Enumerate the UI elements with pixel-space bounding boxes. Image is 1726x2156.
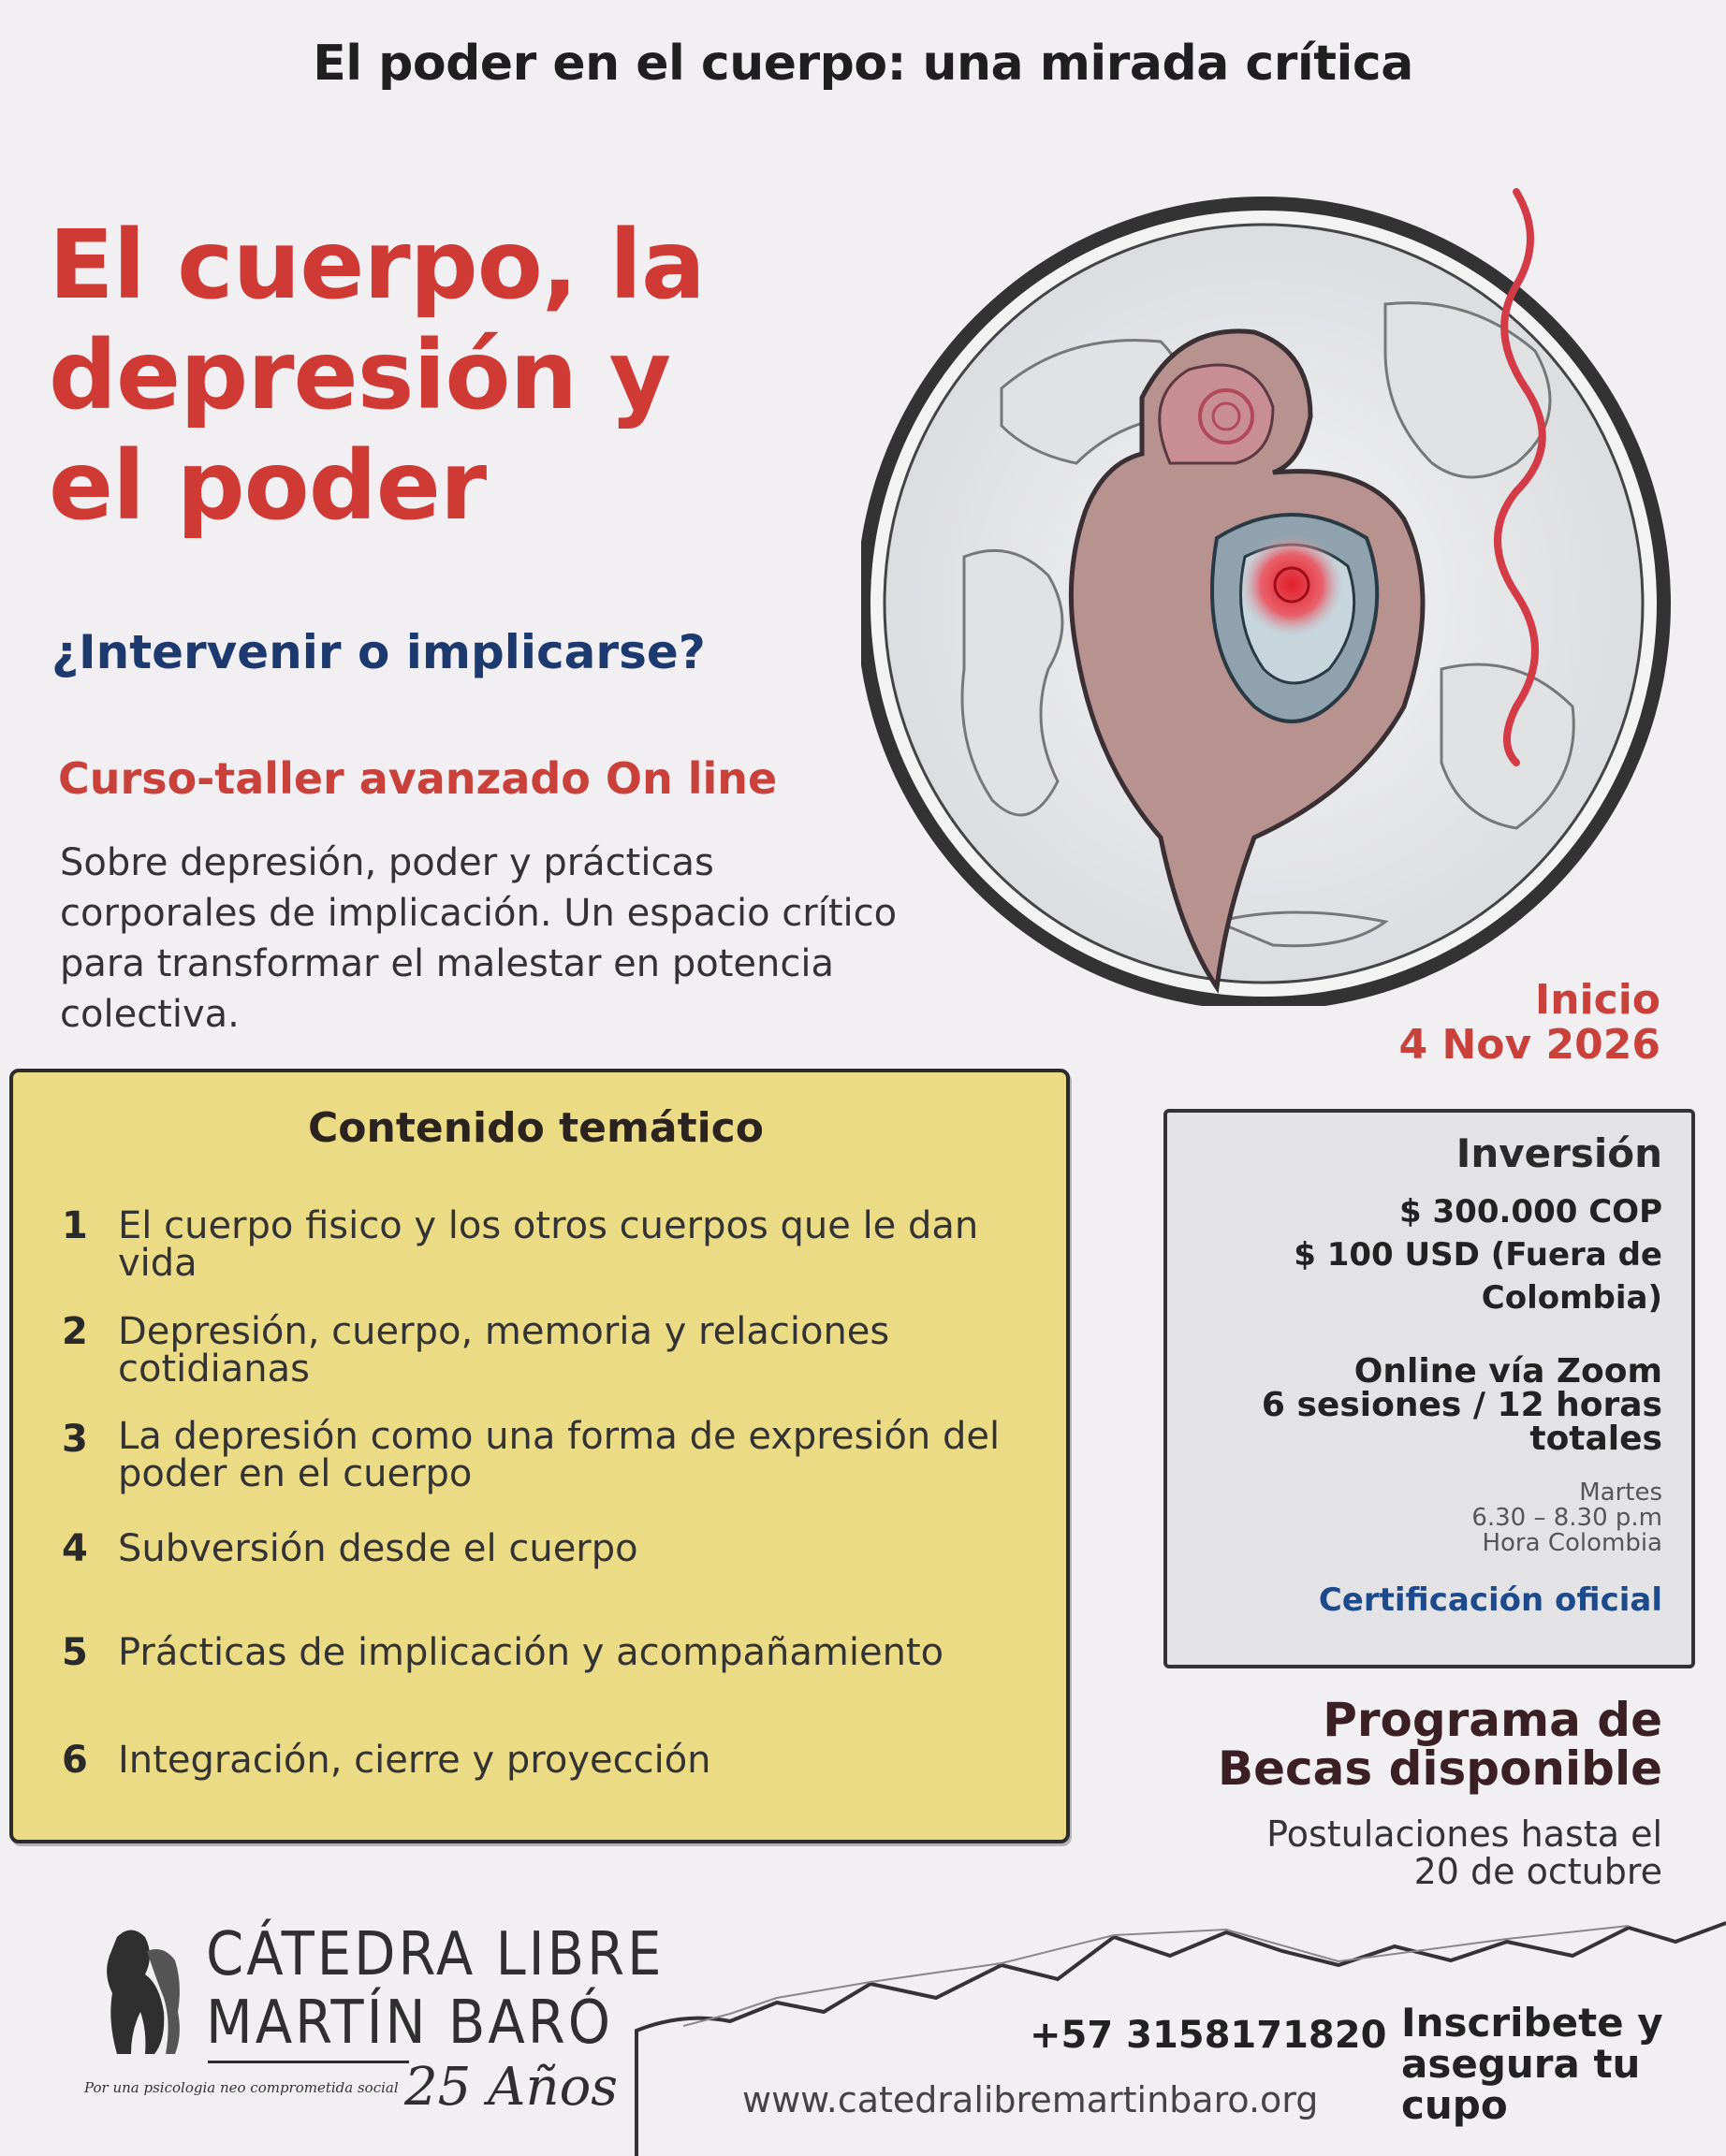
main-title-line: depresión y bbox=[49, 320, 671, 431]
scholarship-title-line: Becas disponible bbox=[1218, 1741, 1662, 1796]
subtitle-question: ¿Intervenir o implicarse? bbox=[51, 625, 706, 679]
investment-heading: Inversión bbox=[1455, 1130, 1662, 1176]
description-line: para transformar el malestar en potencia bbox=[60, 942, 834, 985]
schedule-line: 6.30 – 8.30 p.m bbox=[1471, 1504, 1662, 1532]
deadline-line: 20 de octubre bbox=[1413, 1851, 1662, 1892]
main-title-line: El cuerpo, la bbox=[49, 210, 705, 321]
main-title-line: el poder bbox=[49, 430, 487, 542]
course-description bbox=[60, 838, 958, 1040]
start-date-value: 4 Nov 2026 bbox=[1398, 1021, 1660, 1069]
topic-line: Depresión, cuerpo, memoria y relaciones bbox=[118, 1310, 890, 1353]
topic-line: Integración, cierre y proyección bbox=[118, 1739, 711, 1782]
topic-number: 3 bbox=[62, 1418, 88, 1461]
cta-line: cupo bbox=[1401, 2082, 1508, 2128]
schedule-line: Hora Colombia bbox=[1482, 1529, 1662, 1557]
topic-text bbox=[118, 1527, 638, 1570]
topic-number: 5 bbox=[62, 1631, 88, 1674]
logo-underline bbox=[208, 2061, 409, 2063]
logo-tagline: Por una psicologia neo comprometida social bbox=[84, 2079, 399, 2096]
topic-line: poder en el cuerpo bbox=[118, 1452, 473, 1495]
topic-line: cotidianas bbox=[118, 1348, 310, 1391]
signup-cta[interactable] bbox=[1401, 2000, 1663, 2128]
modality-line: 6 sesiones / 12 horas bbox=[1261, 1386, 1662, 1424]
topic-number: 4 bbox=[62, 1527, 88, 1570]
start-date bbox=[1399, 978, 1660, 1068]
cta-line: asegura tu bbox=[1401, 2041, 1641, 2087]
logo-line: MARTÍN BARÓ bbox=[206, 1988, 614, 2058]
modality-line: Online vía Zoom bbox=[1353, 1352, 1662, 1391]
price-usd bbox=[1294, 1233, 1662, 1319]
topic-number: 2 bbox=[62, 1310, 88, 1353]
description-line: corporales de implicación. Un espacio crítico bbox=[60, 892, 898, 935]
topic-text bbox=[118, 1310, 890, 1391]
topic-line: Prácticas de implicación y acompañamiento bbox=[118, 1631, 944, 1674]
topic-number: 1 bbox=[62, 1204, 88, 1247]
price-usd-line: Colombia) bbox=[1481, 1279, 1662, 1317]
topic-text bbox=[118, 1631, 944, 1674]
topic-line: Subversión desde el cuerpo bbox=[118, 1527, 638, 1570]
topic-text bbox=[118, 1204, 979, 1285]
top-title: El poder en el cuerpo: una mirada crítica bbox=[313, 36, 1413, 92]
schedule bbox=[1471, 1480, 1662, 1556]
cta-line: Inscribete y bbox=[1401, 2000, 1663, 2046]
course-type: Curso-taller avanzado On line bbox=[58, 753, 778, 804]
embracing-figures-logo-icon bbox=[89, 1918, 192, 2059]
certification: Certificación oficial bbox=[1318, 1581, 1662, 1619]
globe-illustration bbox=[861, 182, 1704, 1006]
start-label: Inicio bbox=[1534, 976, 1660, 1024]
scholarship-deadline bbox=[1266, 1815, 1662, 1890]
price-usd-line: $ 100 USD (Fuera de bbox=[1294, 1236, 1662, 1274]
anniversary-mark: 25 Años bbox=[404, 2057, 619, 2118]
contents-heading: Contenido temático bbox=[307, 1104, 764, 1152]
topic-line: vida bbox=[118, 1242, 197, 1285]
deadline-line: Postulaciones hasta el bbox=[1266, 1814, 1662, 1855]
description-line: colectiva. bbox=[60, 993, 240, 1036]
modality bbox=[1261, 1352, 1662, 1458]
logo-line: CÁTEDRA LIBRE bbox=[206, 1920, 665, 1989]
topic-text bbox=[118, 1739, 711, 1782]
website-link[interactable]: www.catedralibremartinbaro.org bbox=[742, 2079, 1319, 2120]
topic-line: El cuerpo fisico y los otros cuerpos que le dan bbox=[118, 1204, 979, 1247]
scholarship-title-line: Programa de bbox=[1323, 1693, 1662, 1747]
phone-number[interactable]: +57 3158171820 bbox=[1030, 2014, 1387, 2057]
schedule-line: Martes bbox=[1579, 1479, 1662, 1507]
scholarship-title bbox=[1218, 1693, 1662, 1796]
price-cop: $ 300.000 COP bbox=[1399, 1193, 1662, 1231]
modality-line: totales bbox=[1529, 1420, 1662, 1458]
main-title bbox=[49, 211, 891, 542]
description-line: Sobre depresión, poder y prácticas bbox=[60, 841, 714, 884]
topic-number: 6 bbox=[62, 1739, 88, 1782]
topic-line: La depresión como una forma de expresión del bbox=[118, 1415, 1001, 1458]
topic-text bbox=[118, 1415, 1001, 1495]
